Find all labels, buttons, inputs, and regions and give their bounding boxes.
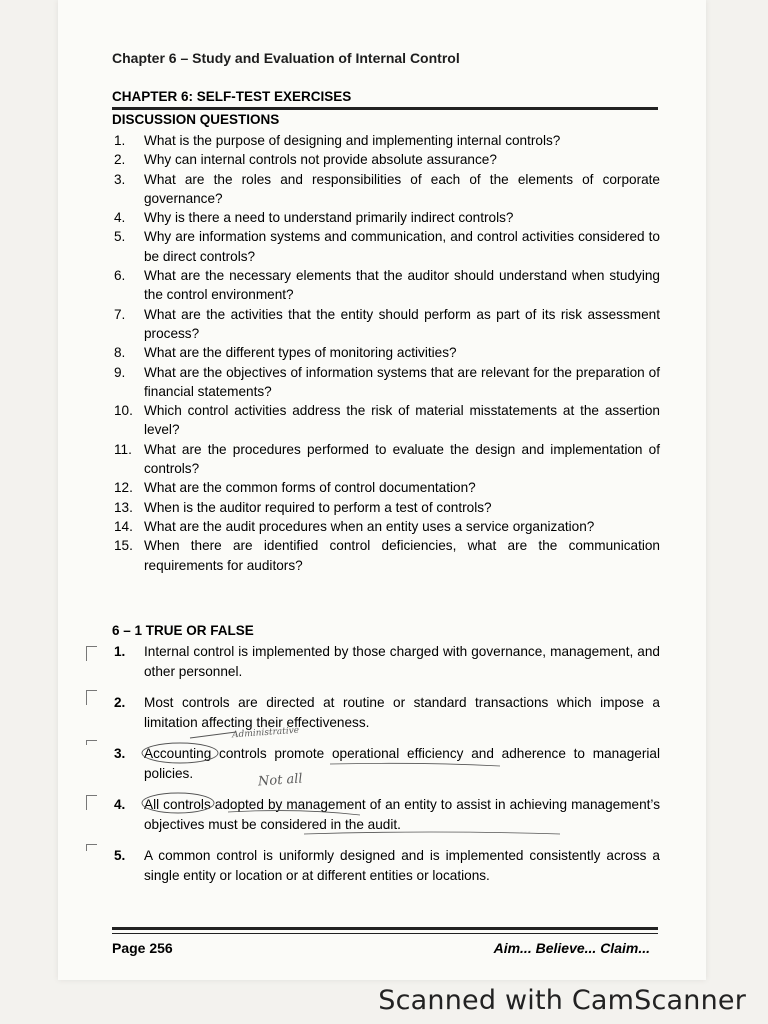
item-text: What are the audit procedures when an entity uses a service organization?	[144, 518, 595, 534]
handwritten-note-administrative: Administrative	[231, 725, 300, 741]
list-item	[112, 208, 660, 227]
item-number: 7.	[114, 306, 126, 322]
item-number: 1.	[114, 644, 126, 659]
item-text: Why can internal controls not provide absolute assurance?	[144, 152, 497, 168]
discussion-questions-list	[112, 131, 660, 575]
item-text: Internal control is implemented by those charged with governance, management, and other personnel.	[144, 644, 660, 679]
section-title: CHAPTER 6: SELF-TEST EXERCISES	[112, 89, 352, 104]
list-item	[112, 642, 660, 682]
item-number: 10.	[114, 403, 133, 419]
camscanner-watermark: Scanned with CamScanner	[378, 985, 746, 1016]
list-item	[112, 363, 660, 402]
item-number: 11.	[114, 441, 132, 457]
item-text: What are the activities that the entity should perform as part of its risk assessment process?	[144, 306, 660, 341]
item-number: 15.	[114, 538, 133, 554]
item-text: When there are identified control deficiencies, what are the communication requirements for auditors?	[144, 538, 660, 573]
item-text: What are the common forms of control documentation?	[144, 480, 476, 496]
item-text: What are the necessary elements that the auditor should understand when studying the control environment?	[144, 268, 660, 303]
list-item	[112, 227, 660, 266]
item-number: 2.	[114, 152, 126, 168]
item-text: A common control is uniformly designed and is implemented consistently across a single entity or location or at different entities or locations.	[144, 848, 660, 883]
list-item	[112, 846, 660, 886]
item-text: Accounting controls promote operational efficiency and adherence to managerial policies.	[144, 746, 660, 781]
list-item	[112, 266, 660, 305]
item-text: What are the roles and responsibilities of each of the elements of corporate governance?	[144, 171, 660, 206]
list-item	[112, 170, 660, 209]
item-text: When is the auditor required to perform a test of controls?	[144, 499, 492, 515]
item-number: 2.	[114, 695, 126, 710]
page-number: Page 256	[112, 940, 173, 956]
list-item	[112, 343, 660, 362]
item-text: What are the objectives of information systems that are relevant for the preparation of financial statements?	[144, 364, 660, 399]
item-text: Most controls are directed at routine or standard transactions which impose a limitation affecting their effectiveness.	[144, 695, 660, 730]
list-item	[112, 744, 660, 784]
item-number: 5.	[114, 229, 126, 245]
list-item	[112, 131, 660, 150]
item-number: 9.	[114, 364, 126, 380]
item-text: What are the procedures performed to evaluate the design and implementation of controls?	[144, 441, 660, 477]
item-number: 5.	[114, 848, 126, 863]
footer-rule-thin	[112, 933, 658, 934]
list-item	[112, 795, 660, 835]
true-or-false-heading: 6 – 1 TRUE OR FALSE	[112, 623, 254, 638]
discussion-questions-heading: DISCUSSION QUESTIONS	[112, 112, 280, 127]
section-rule	[112, 107, 658, 110]
true-or-false-list	[112, 642, 660, 897]
item-text: Which control activities address the risk of material misstatements at the assertion level?	[144, 403, 660, 438]
footer-rule	[112, 927, 658, 930]
list-item	[112, 401, 660, 440]
list-item	[112, 150, 660, 169]
list-item	[112, 498, 660, 517]
list-item	[112, 536, 660, 575]
item-number: 12.	[114, 480, 133, 496]
item-number: 14.	[114, 518, 133, 534]
item-number: 1.	[114, 133, 126, 148]
item-number: 3.	[114, 171, 126, 187]
item-number: 4.	[114, 797, 126, 812]
item-text: Why are information systems and communication, and control activities considered to be direct controls?	[144, 229, 660, 264]
list-item	[112, 693, 660, 733]
margin-tick-mark	[86, 740, 97, 745]
list-item	[112, 305, 660, 344]
list-item	[112, 478, 660, 497]
list-item	[112, 517, 660, 536]
list-item	[112, 440, 660, 479]
running-title: Chapter 6 – Study and Evaluation of Internal Control	[112, 50, 460, 66]
footer-motto: Aim... Believe... Claim...	[493, 940, 650, 956]
margin-tick-mark	[86, 690, 97, 705]
item-text: Why is there a need to understand primarily indirect controls?	[144, 210, 514, 226]
item-number: 4.	[114, 210, 126, 226]
item-number: 13.	[114, 499, 133, 515]
margin-tick-mark	[86, 844, 97, 851]
margin-tick-mark	[86, 795, 97, 810]
item-number: 6.	[114, 268, 126, 284]
item-number: 8.	[114, 345, 126, 361]
item-text: What is the purpose of designing and implementing internal controls?	[144, 133, 561, 148]
margin-tick-mark	[86, 646, 97, 661]
item-text: All controls adopted by management of an entity to assist in achieving management’s objectives must be considered in the audit.	[144, 797, 660, 832]
item-number: 3.	[114, 746, 126, 761]
item-text: What are the different types of monitoring activities?	[144, 345, 457, 361]
handwritten-note-not-all: Not all	[257, 771, 304, 790]
